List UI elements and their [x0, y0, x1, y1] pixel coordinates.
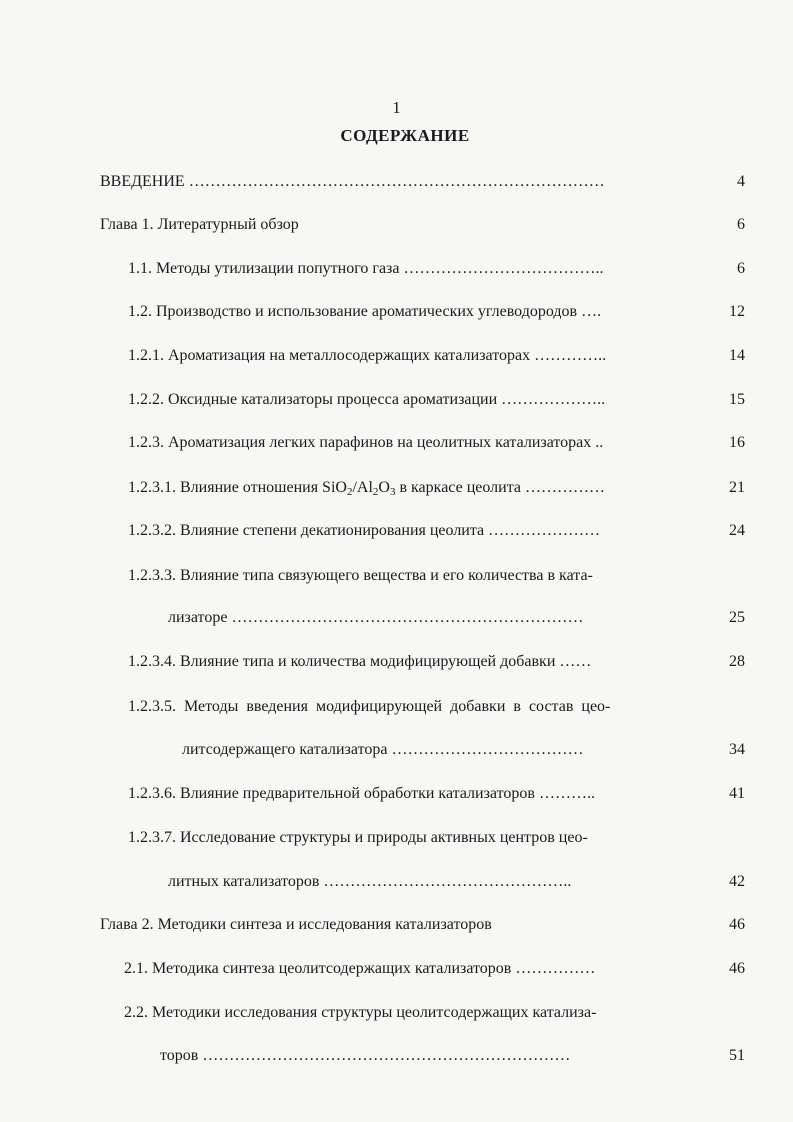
toc-entry-introduction: ВВЕДЕНИЕ ……………………………………………………………………	[100, 173, 605, 190]
page-number: 1	[392, 98, 401, 117]
toc-page-number: 21	[729, 479, 745, 496]
toc-entry-1-2-3-1: 1.2.3.1. Влияние отношения $SiO_2/Al_2O_3$ в каркасе цеолита ……………	[128, 479, 605, 498]
toc-entry-2-2-continued: торов ……………………………………………………………	[160, 1047, 571, 1064]
toc-page-number: 46	[729, 960, 745, 977]
page-title: СОДЕРЖАНИЕ	[340, 126, 470, 145]
toc-entry-1-2: 1.2. Производство и использование ароматических углеводородов ….	[128, 303, 602, 320]
toc-entry-chapter-1: Глава 1. Литературный обзор	[100, 216, 299, 233]
toc-page-number: 14	[729, 347, 745, 364]
toc-page-number: 4	[737, 173, 745, 190]
toc-entry-1-2-3-5: 1.2.3.5. Методы введения модифицирующей добавки в состав цео-	[128, 698, 611, 715]
toc-page-number: 41	[729, 785, 745, 802]
toc-entry-1-1: 1.1. Методы утилизации попутного газа ………………………………..	[128, 260, 604, 277]
toc-entry-1-2-1: 1.2.1. Ароматизация на металлосодержащих катализаторах …………..	[128, 347, 607, 364]
toc-page-number: 6	[737, 260, 745, 277]
toc-page-number: 15	[729, 391, 745, 408]
toc-page-number: 51	[729, 1047, 745, 1064]
toc-page-number: 46	[729, 916, 745, 933]
toc-entry-1-2-3: 1.2.3. Ароматизация легких парафинов на цеолитных катализаторах ..	[128, 434, 604, 451]
toc-entry-1-2-3-3: 1.2.3.3. Влияние типа связующего вещества и его количества в ката-	[128, 567, 593, 584]
toc-entry-1-2-3-2: 1.2.3.2. Влияние степени декатионирования цеолита …………………	[128, 522, 601, 539]
toc-entry-1-2-2: 1.2.2. Оксидные катализаторы процесса ароматизации ………………..	[128, 391, 606, 408]
toc-entry-1-2-3-7-continued: литных катализаторов ………………………………………..	[168, 873, 572, 890]
toc-entry-1-2-3-3-continued: лизаторе …………………………………………………………	[168, 609, 584, 626]
toc-page-number: 34	[729, 741, 745, 758]
toc-entry-1-2-3-7: 1.2.3.7. Исследование структуры и природы активных центров цео-	[128, 829, 588, 846]
toc-page-number: 42	[729, 873, 745, 890]
toc-entry-2-1: 2.1. Методика синтеза цеолитсодержащих катализаторов ……………	[124, 960, 596, 977]
toc-page-number: 24	[729, 522, 745, 539]
toc-page-number: 16	[729, 434, 745, 451]
toc-entry-2-2: 2.2. Методики исследования структуры цеолитсодержащих катализа-	[124, 1004, 597, 1021]
toc-page-number: 25	[729, 609, 745, 626]
toc-entry-1-2-3-5-continued: литсодержащего катализатора ………………………………	[182, 741, 584, 758]
toc-entry-1-2-3-4: 1.2.3.4. Влияние типа и количества модифицирующей добавки ……	[128, 653, 592, 670]
toc-entry-1-2-3-6: 1.2.3.6. Влияние предварительной обработки катализаторов ………..	[128, 785, 595, 802]
toc-entry-chapter-2: Глава 2. Методики синтеза и исследования катализаторов	[100, 916, 492, 933]
toc-page-number: 28	[729, 653, 745, 670]
toc-page-number: 6	[737, 216, 745, 233]
toc-page-number: 12	[729, 303, 745, 320]
